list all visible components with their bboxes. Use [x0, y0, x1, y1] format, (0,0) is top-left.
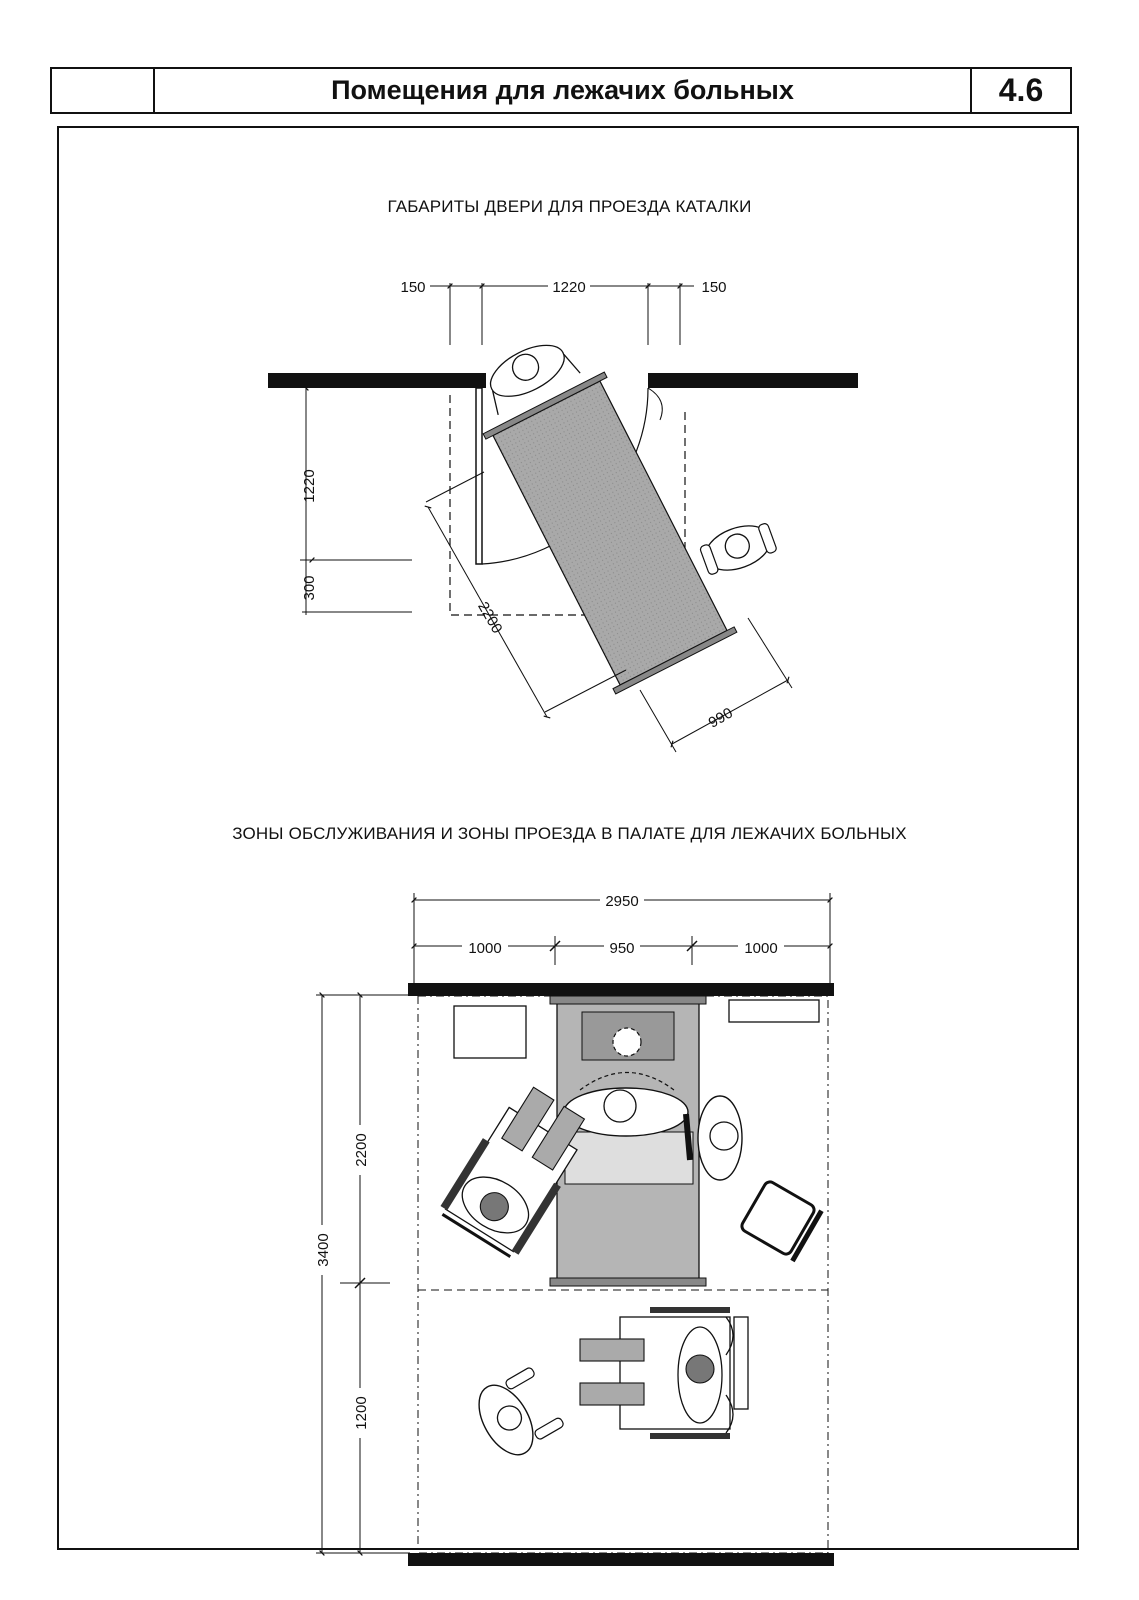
- blanket-fold: [565, 1132, 693, 1184]
- dim-total-width: 2950: [605, 893, 639, 910]
- dim-left-jamb: 150: [400, 279, 426, 296]
- dim-clearance: 300: [301, 575, 318, 601]
- dim-swing-depth: 1220: [301, 469, 318, 503]
- dim-left-zone: 1000: [468, 940, 502, 957]
- ward-wall-bottom: [408, 1553, 834, 1566]
- nurse-right: [698, 1096, 742, 1180]
- page-title: Помещения для лежачих больных: [155, 69, 972, 112]
- diagram2-caption: ЗОНЫ ОБСЛУЖИВАНИЯ И ЗОНЫ ПРОЕЗДА В ПАЛАТЕ ДЛЯ ЛЕЖАЧИХ БОЛЬНЫХ: [232, 824, 907, 843]
- stretcher-body: [493, 381, 727, 685]
- diagram1-caption: ГАБАРИТЫ ДВЕРИ ДЛЯ ПРОЕЗДА КАТАЛКИ: [387, 197, 752, 216]
- wall-right: [648, 373, 858, 388]
- dim-service-depth: 2200: [353, 1133, 370, 1167]
- bedside-table-left: [454, 1006, 526, 1058]
- dim-door-width: 1220: [552, 279, 586, 296]
- wall-left: [268, 373, 486, 388]
- section-number: 4.6: [998, 72, 1044, 108]
- dim-right-jamb: 150: [701, 279, 727, 296]
- dim-stretcher-width: 990: [705, 704, 736, 732]
- wheelchair-bottom: [580, 1307, 748, 1439]
- shelf-right: [729, 1000, 819, 1022]
- standing-person: [697, 517, 778, 579]
- door-diagram: [268, 279, 858, 752]
- standing-person-bottom: [468, 1363, 567, 1464]
- chair: [739, 1180, 822, 1261]
- dim-bed-zone: 950: [609, 940, 635, 957]
- dim-right-zone: 1000: [744, 940, 778, 957]
- ward-diagram: [313, 890, 834, 1566]
- dim-passage-depth: 1200: [353, 1396, 370, 1430]
- dim-total-depth: 3400: [315, 1233, 332, 1267]
- ward-wall-top: [408, 983, 834, 996]
- dim-stretcher-length: 2200: [474, 599, 506, 637]
